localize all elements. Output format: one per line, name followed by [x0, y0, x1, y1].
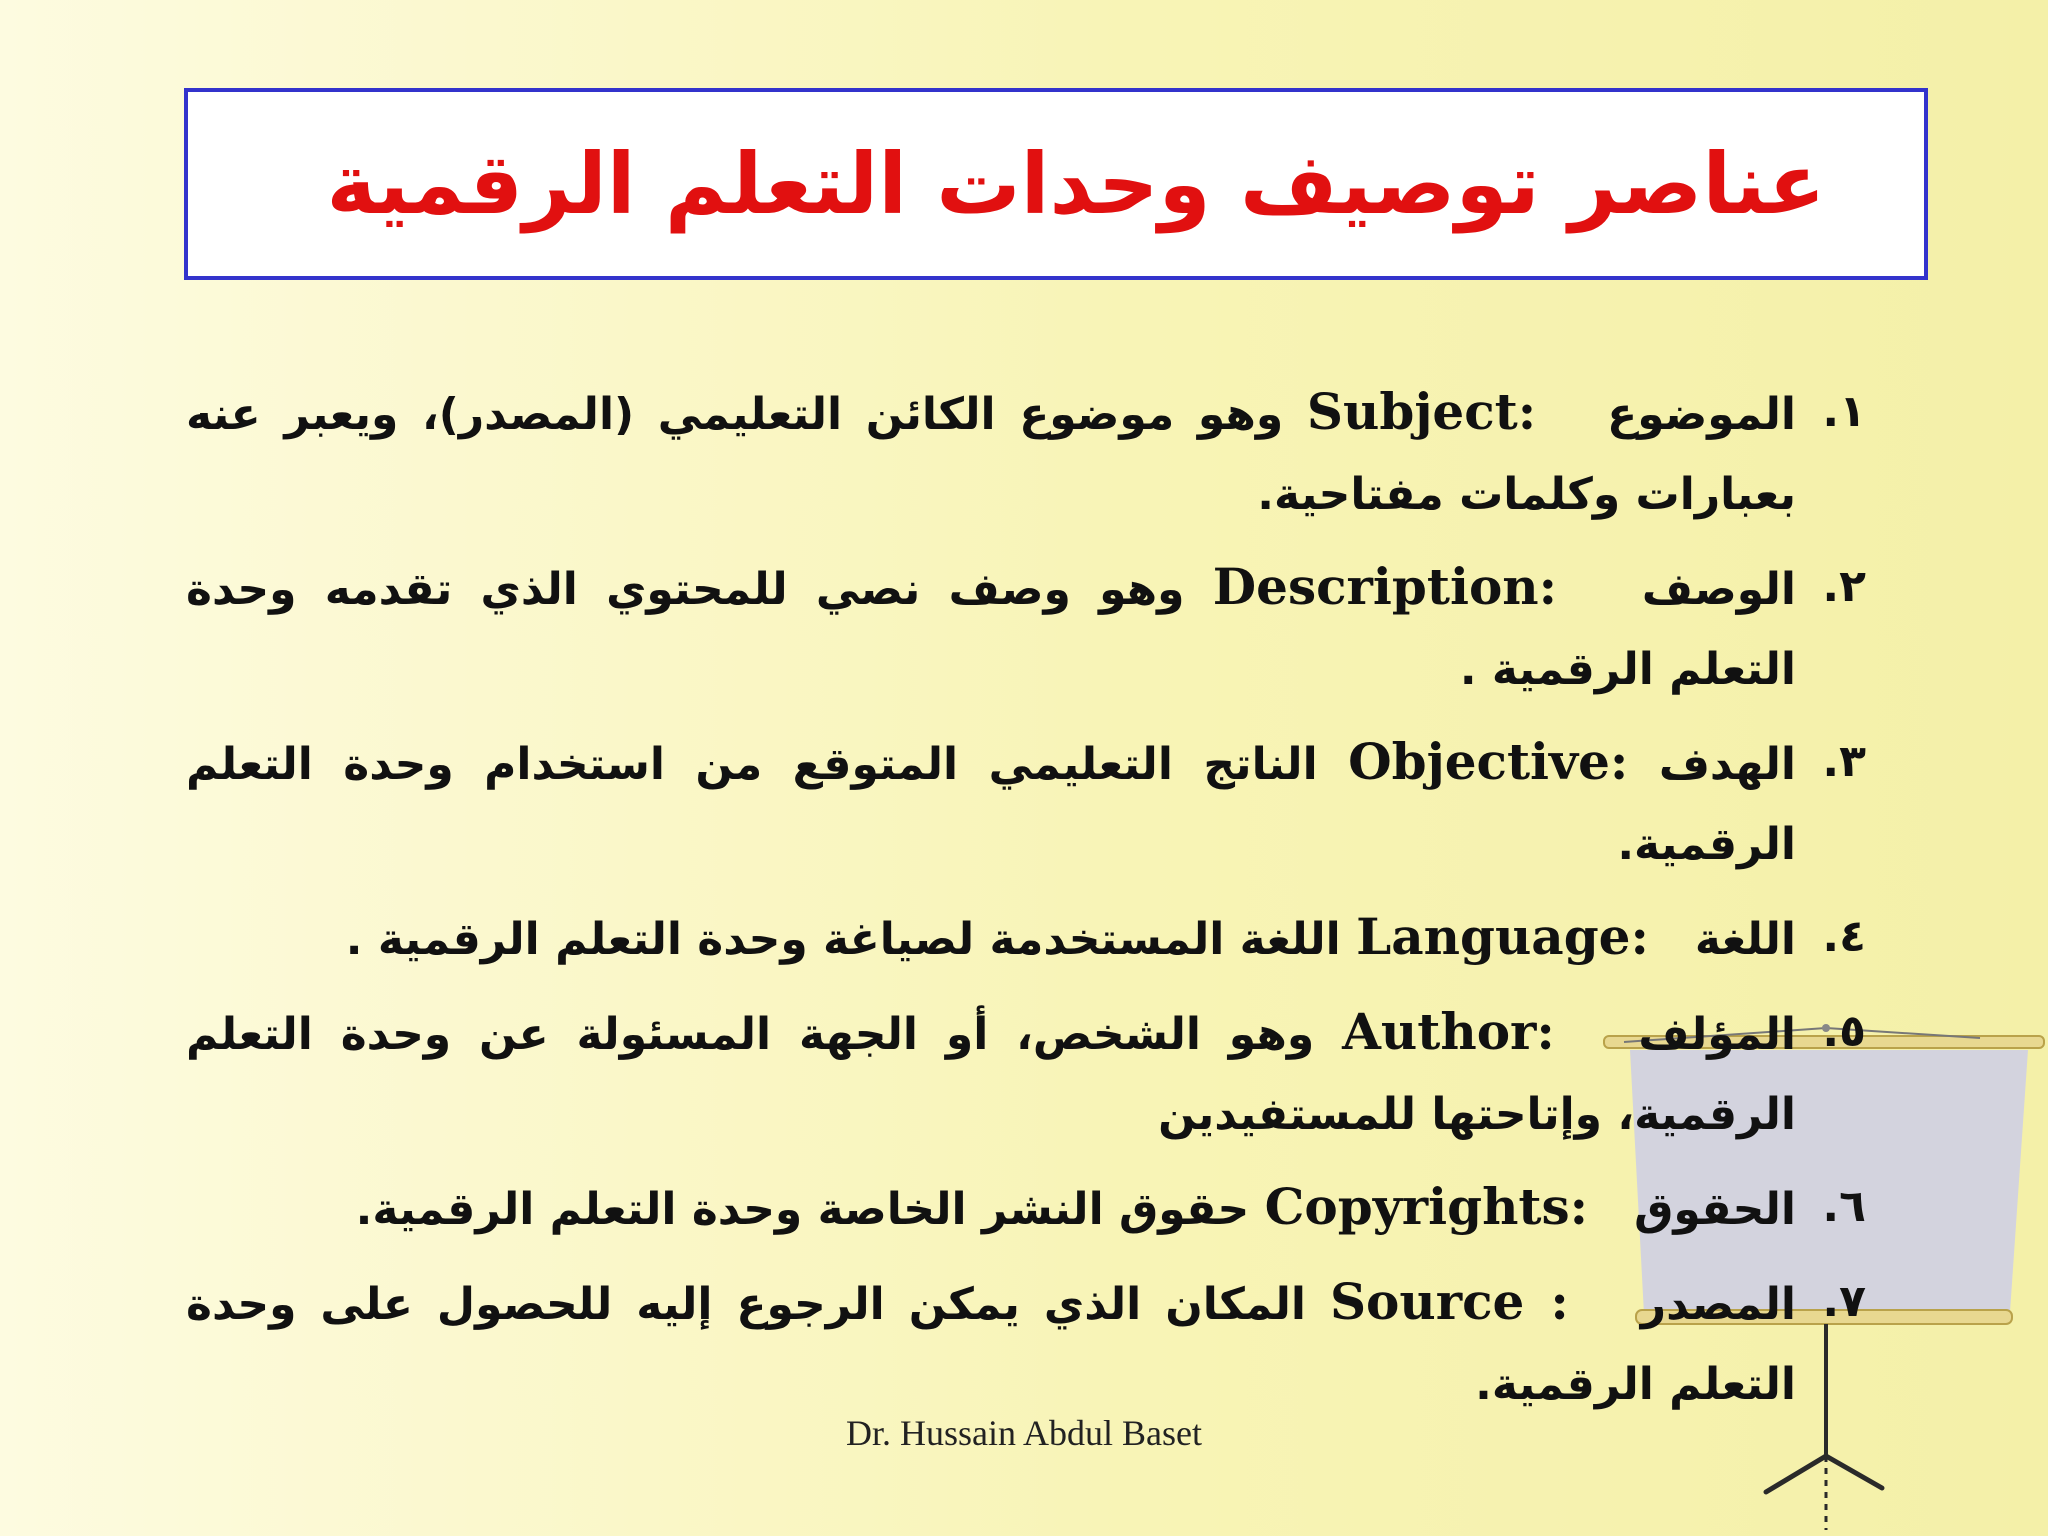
item-english-term: Description: [1212, 557, 1558, 616]
item-term: المصدر [1640, 1279, 1796, 1330]
title-box [184, 88, 1928, 280]
item-english-term: Subject: [1306, 382, 1537, 441]
list-item [186, 547, 1886, 710]
footer-author: Dr. Hussain Abdul Baset [846, 1413, 1202, 1453]
list-item [186, 722, 1886, 885]
item-english-term: Author: [1342, 1002, 1555, 1061]
item-description: وهو الشخص، أو الجهة المسئولة عن وحدة التعلم الرقمية، وإتاحتها للمستفيدين [186, 1009, 1796, 1140]
item-text [186, 722, 1796, 885]
item-number: ٧. [1822, 1276, 1866, 1327]
item-number: ٦. [1822, 1181, 1866, 1232]
item-english-term: Copyrights: [1264, 1177, 1589, 1236]
list-item [186, 372, 1886, 535]
item-text [186, 1167, 1796, 1250]
item-text [186, 372, 1796, 535]
item-number: ٢. [1822, 561, 1866, 612]
item-number: ٥. [1822, 1006, 1866, 1057]
item-text [186, 547, 1796, 710]
item-text [186, 1262, 1796, 1425]
item-term: الحقوق [1634, 1184, 1796, 1235]
item-number: ١. [1822, 386, 1866, 437]
item-term: الهدف [1658, 739, 1796, 790]
item-description: اللغة المستخدمة لصياغة وحدة التعلم الرقمية . [345, 914, 1341, 965]
list-item [186, 1262, 1886, 1425]
item-term: المؤلف [1638, 1009, 1796, 1060]
item-description: الناتج التعليمي المتوقع من استخدام وحدة التعلم الرقمية. [186, 739, 1796, 870]
item-english-term: Objective: [1348, 732, 1629, 791]
slide-title: عناصر توصيف وحدات التعلم الرقمية [326, 135, 1826, 233]
item-text [186, 992, 1796, 1155]
item-term: الوصف [1641, 564, 1796, 615]
list-item [186, 992, 1886, 1155]
item-description: وهو موضوع الكائن التعليمي (المصدر)، ويعبر عنه بعبارات وكلمات مفتاحية. [186, 389, 1796, 520]
item-description: حقوق النشر الخاصة وحدة التعلم الرقمية. [355, 1184, 1250, 1235]
item-number: ٤. [1822, 911, 1866, 962]
item-description: المكان الذي يمكن الرجوع إليه للحصول على وحدة التعلم الرقمية. [186, 1279, 1796, 1410]
list-item [186, 1167, 1886, 1250]
item-english-term: Source : [1329, 1272, 1569, 1331]
element-list [186, 372, 1886, 1437]
item-text [186, 897, 1796, 980]
item-description: وهو وصف نصي للمحتوي الذي تقدمه وحدة التعلم الرقمية . [186, 564, 1796, 695]
item-term: اللغة [1694, 914, 1796, 965]
item-term: الموضوع [1607, 389, 1796, 440]
item-number: ٣. [1822, 736, 1866, 787]
item-english-term: Language: [1356, 907, 1649, 966]
list-item [186, 897, 1886, 980]
